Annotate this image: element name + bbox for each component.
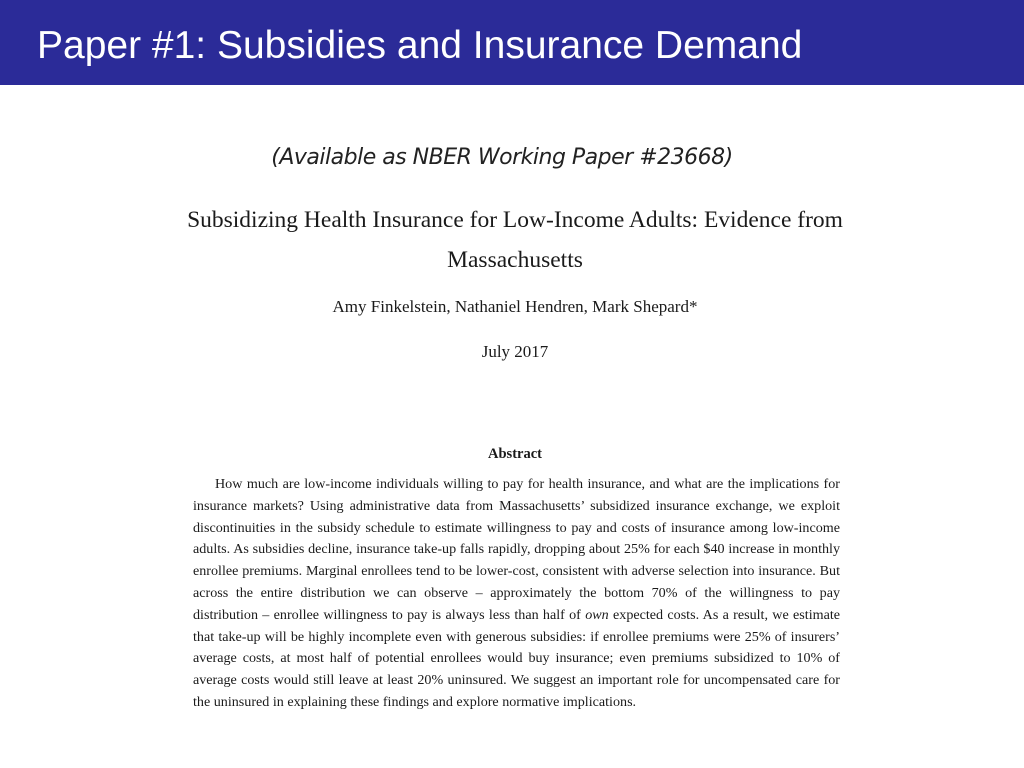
paper-date: July 2017: [481, 342, 549, 361]
paper-title: [140, 200, 890, 280]
paper-title-line-1: Subsidizing Health Insurance for Low-Income Adults: Evidence from: [187, 207, 843, 233]
title-bar: [0, 0, 1024, 85]
paper-excerpt: [140, 200, 890, 710]
abstract-text-part-1: How much are low-income individuals willing to pay for health insurance, and what are the implications for insurance markets? Using administrative data from Massachusetts’ subsidized insurance exchange, we exploit discontinuities in the subsidy schedule to estimate willingness to pay and costs of insurance among low-income adults. As subsidies decline, insurance take-up falls rapidly, dropping about 25% for each $40 increase in monthly enrollee premiums. Marginal enrollees tend to be lower-cost, consistent with adverse selection into insurance. But across the entire distribution we can observe – approximately the bottom 70% of the willingness to pay distribution – enrollee willingness to pay is always less than half of: [193, 476, 840, 623]
paper-title-line-2: Massachusetts: [447, 247, 583, 273]
abstract-body: [193, 474, 840, 714]
slide-title: Paper #1: Subsidies and Insurance Demand: [37, 24, 803, 67]
availability-note: (Available as NBER Working Paper #23668): [271, 145, 733, 170]
abstract-heading: Abstract: [488, 446, 542, 462]
paper-authors: Amy Finkelstein, Nathaniel Hendren, Mark Shepard*: [332, 297, 698, 316]
abstract-emphasis: own: [585, 606, 609, 623]
abstract-text-part-2: expected costs. As a result, we estimate that take-up will be highly incomplete even with generous subsidies: if enrollee premiums were 25% of insurers’ average costs, at most half of potential enrollees would buy insurance; even premiums subsidized to 10% of average costs would still leave at least 20% uninsured. We suggest an important role for uncompensated care for the uninsured in explaining these findings and explore normative implications.: [193, 606, 840, 710]
